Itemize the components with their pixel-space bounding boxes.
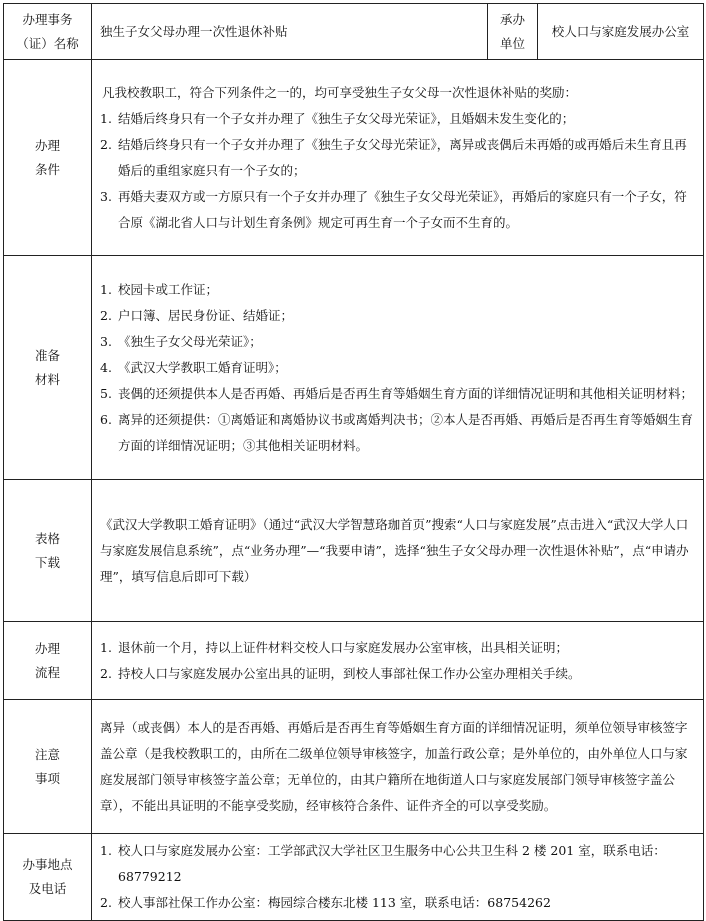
item-name-label-line2: （证）名称 [16,35,79,51]
list-item-text: 结婚后终身只有一个子女并办理了《独生子女父母光荣证》，离异或丧偶后未再婚的或再婚后未生育且再婚后的重组家庭只有一个子女的； [118,136,687,178]
list-item-number: 2. [100,136,112,152]
list-item-number: 1. [100,110,112,126]
item-name-value: 独生子女父母办理一次性退休补贴 [92,4,488,60]
item-name-label-line1: 办理事务 [22,11,73,27]
list-item [100,355,697,381]
list-item-text: 《武汉大学教职工婚育证明》； [118,359,287,375]
contact-content [92,834,704,921]
dept-label-line2: 单位 [499,35,525,51]
materials-row [4,256,704,480]
list-item-text: 退休前一个月，持以上证件材料交校人口与家庭发展办公室审核，出具相关证明； [118,639,569,655]
list-item [100,838,697,890]
list-item [100,635,697,661]
conditions-label-line2: 条件 [34,161,60,177]
process-content [92,622,704,700]
materials-content [92,256,704,480]
conditions-label-line1: 办理 [34,137,60,153]
form-download-content: 《武汉大学教职工婚育证明》（通过“武汉大学智慧珞珈首页”搜索“人口与家庭发展”点击进入“武汉大学人口与家庭发展信息系统”，点“业务办理”—“我要申请”，选择“独生子女父母办理一次性退休补贴”，点“申请办理”，填写信息后即可下载） [92,480,704,622]
list-item-text: 校人口与家庭发展办公室：工学部武汉大学社区卫生服务中心公共卫生科 2 楼 201 室，联系电话： 68779212 [118,843,666,884]
notes-content: 离异（或丧偶）本人的是否再婚、再婚后是否再生育等婚姻生育方面的详细情况证明，须单位领导审核签字盖公章（是我校教职工的，由所在二级单位领导审核签字，加盖行政公章；是外单位的，由外单位人口与家庭发展部门领导审核签字盖公章；无单位的，由其户籍所在地街道人口与家庭发展部门领导审核签字盖公章），不能出具证明的不能享受奖励，经审核符合条件、证件齐全的可以享受奖励。 [92,700,704,834]
list-item-number: 2. [100,665,112,681]
form-download-row [4,480,704,622]
form-download-label [4,480,92,622]
process-row [4,622,704,700]
contact-label [4,834,92,921]
list-item-number: 1. [100,281,112,297]
item-name-label [4,4,92,60]
notes-row [4,700,704,834]
list-item-text: 离异的还须提供：①离婚证和离婚协议书或离婚判决书；②本人是否再婚、再婚后是否再生育等婚姻生育方面的详细情况证明；③其他相关证明材料。 [118,411,694,453]
list-item-number: 6. [100,411,112,427]
list-item-text: 再婚夫妻双方或一方原只有一个子女并办理了《独生子女父母光荣证》，再婚后的家庭只有一个子女，符合原《湖北省人口与计划生育条例》规定可再生育一个子女而不生育的。 [118,188,687,230]
list-item-text: 校人事部社保工作办公室：梅园综合楼东北楼 113 室，联系电话：68754262 [118,895,551,910]
form-download-label-line2: 下载 [34,554,60,570]
conditions-intro: 凡我校教职工，符合下列条件之一的，均可享受独生子女父母一次性退休补贴的奖励： [102,84,578,100]
list-item-number: 3. [100,333,112,349]
notes-label-line2: 事项 [34,770,60,786]
header-row [4,4,704,60]
list-item-number: 1. [100,843,112,858]
service-guide-table [3,3,704,921]
list-item [100,132,697,184]
process-label-line1: 办理 [34,640,60,656]
list-item-number: 4. [100,359,112,375]
contact-label-line1: 办事地点 [22,857,73,872]
form-download-label-line1: 表格 [34,530,60,546]
conditions-label [4,60,92,256]
list-item [100,106,697,132]
dept-label [488,4,538,60]
list-item [100,184,697,236]
list-item [100,303,697,329]
list-item-text: 《独生子女父母光荣证》； [118,333,262,349]
list-item [100,277,697,303]
list-item [100,407,697,459]
conditions-row [4,60,704,256]
list-item [100,890,697,916]
materials-label-line2: 材料 [34,371,60,387]
conditions-content [92,60,704,256]
process-label-line2: 流程 [34,664,60,680]
list-item [100,661,697,687]
list-item-number: 3. [100,188,112,204]
list-item-text: 持校人口与家庭发展办公室出具的证明，到校人事部社保工作办公室办理相关手续。 [118,665,581,681]
notes-label [4,700,92,834]
list-item-number: 1. [100,639,112,655]
dept-label-line1: 承办 [499,11,525,27]
materials-label [4,256,92,480]
contact-row [4,834,704,921]
list-item-text: 校园卡或工作证； [118,281,219,297]
process-label [4,622,92,700]
list-item [100,329,697,355]
materials-label-line1: 准备 [34,347,60,363]
list-item-text: 丧偶的还须提供本人是否再婚、再婚后是否再生育等婚姻生育方面的详细情况证明和其他相关证明材料； [118,385,694,401]
list-item-number: 2. [100,307,112,323]
dept-value: 校人口与家庭发展办公室 [538,4,704,60]
list-item-number: 2. [100,895,112,910]
list-item [100,381,697,407]
list-item-number: 5. [100,385,112,401]
list-item-text: 结婚后终身只有一个子女并办理了《独生子女父母光荣证》，且婚姻未发生变化的； [118,110,575,126]
list-item-text: 户口簿、居民身份证、结婚证； [118,307,294,323]
contact-label-line2: 及电话 [28,881,67,896]
notes-label-line1: 注意 [34,746,60,762]
